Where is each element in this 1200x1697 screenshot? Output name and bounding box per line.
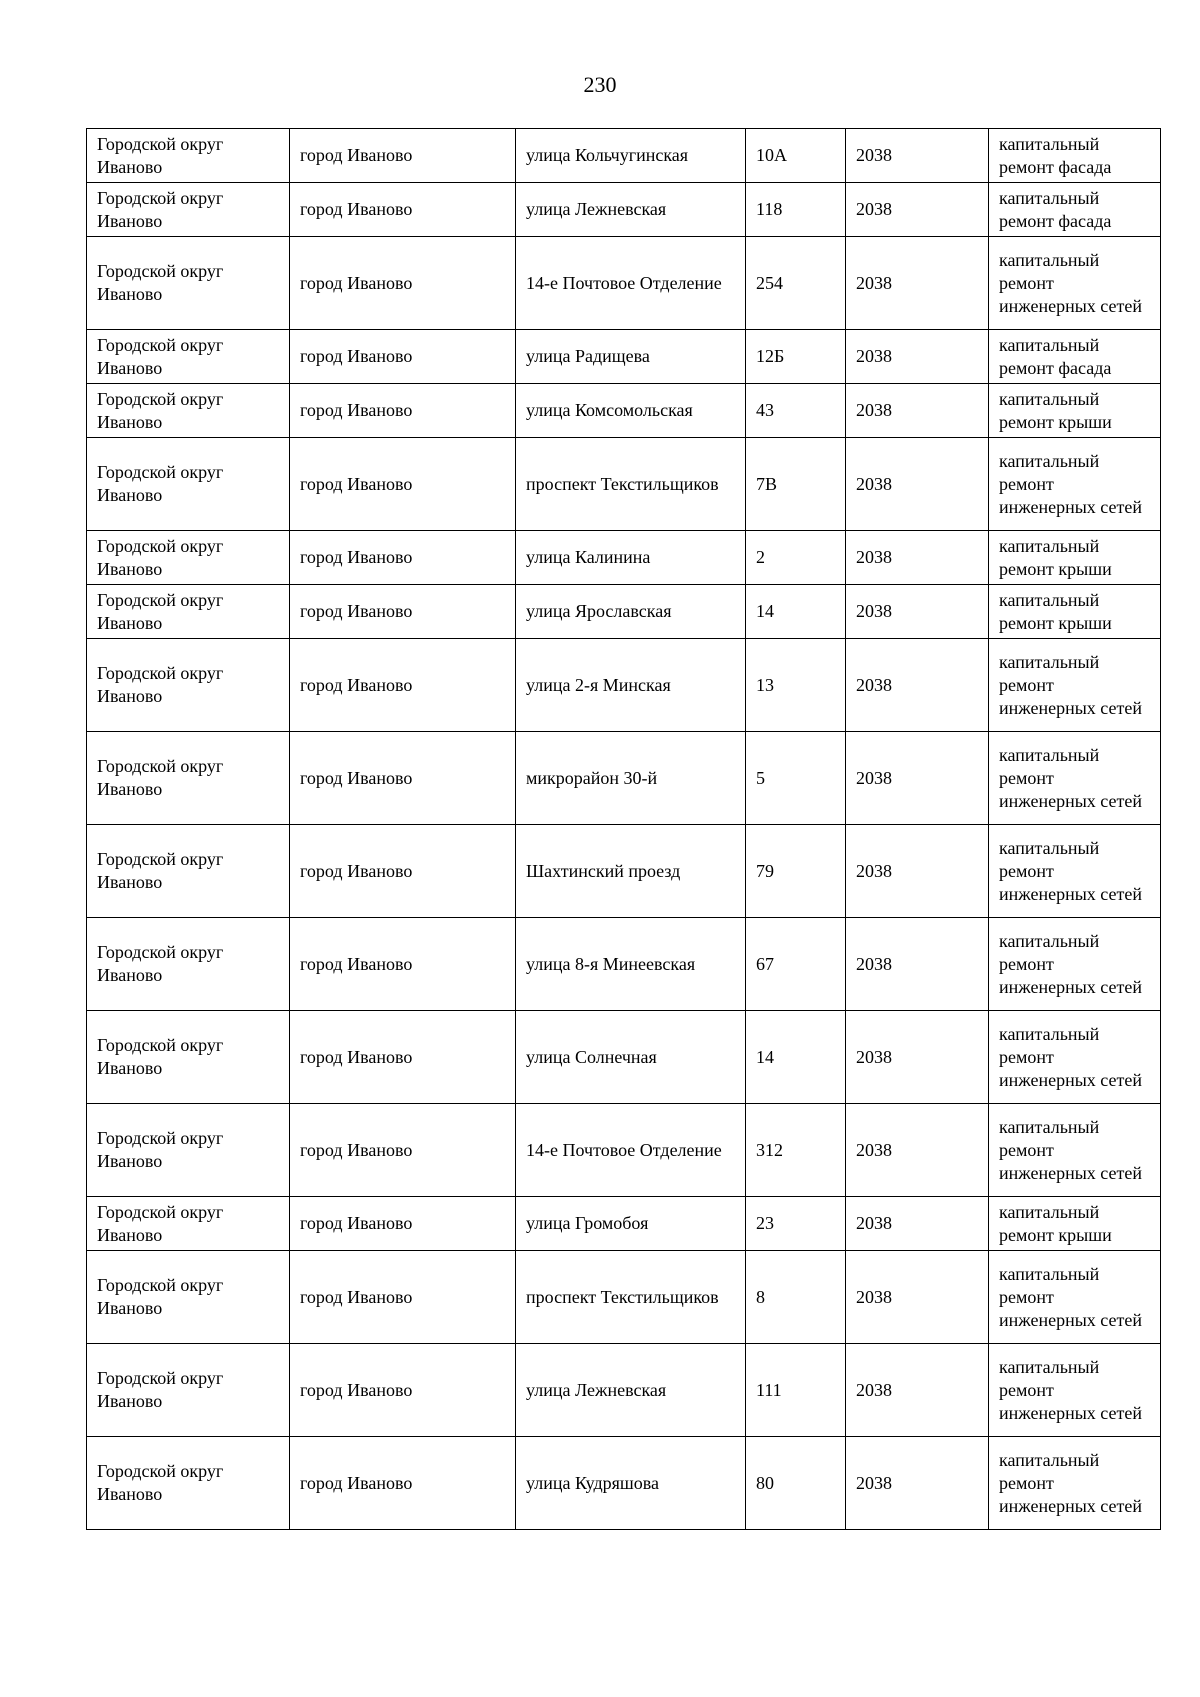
work-type-cell: капитальный ремонт крыши	[989, 585, 1161, 639]
district-cell: Городской округ Иваново	[87, 330, 290, 384]
district-cell: Городской округ Иваново	[87, 1197, 290, 1251]
work-type-cell: капитальный ремонт инженерных сетей	[989, 918, 1161, 1011]
district-cell: Городской округ Иваново	[87, 384, 290, 438]
street-cell: улица Громобоя	[516, 1197, 746, 1251]
street-cell: улица Лежневская	[516, 183, 746, 237]
district-cell: Городской округ Иваново	[87, 438, 290, 531]
city-cell: город Иваново	[290, 1197, 516, 1251]
table-row	[87, 1251, 1161, 1344]
table-row	[87, 1011, 1161, 1104]
city-cell: город Иваново	[290, 639, 516, 732]
work-type-cell: капитальный ремонт инженерных сетей	[989, 237, 1161, 330]
street-cell: улица Кудряшова	[516, 1437, 746, 1530]
year-cell: 2038	[846, 732, 989, 825]
page-number: 230	[583, 72, 617, 97]
street-cell: 14-е Почтовое Отделение	[516, 237, 746, 330]
work-type-cell: капитальный ремонт инженерных сетей	[989, 1104, 1161, 1197]
street-cell: улица Комсомольская	[516, 384, 746, 438]
district-cell: Городской округ Иваново	[87, 1437, 290, 1530]
city-cell: город Иваново	[290, 585, 516, 639]
street-cell: проспект Текстильщиков	[516, 1251, 746, 1344]
work-type-cell: капитальный ремонт фасада	[989, 330, 1161, 384]
year-cell: 2038	[846, 183, 989, 237]
city-cell: город Иваново	[290, 1104, 516, 1197]
house-number-cell: 14	[746, 585, 846, 639]
house-number-cell: 111	[746, 1344, 846, 1437]
table-row	[87, 384, 1161, 438]
city-cell: город Иваново	[290, 825, 516, 918]
city-cell: город Иваново	[290, 1437, 516, 1530]
work-type-cell: капитальный ремонт инженерных сетей	[989, 1437, 1161, 1530]
district-cell: Городской округ Иваново	[87, 918, 290, 1011]
year-cell: 2038	[846, 384, 989, 438]
table-row	[87, 1437, 1161, 1530]
district-cell: Городской округ Иваново	[87, 237, 290, 330]
house-number-cell: 5	[746, 732, 846, 825]
district-cell: Городской округ Иваново	[87, 1251, 290, 1344]
table-row	[87, 585, 1161, 639]
year-cell: 2038	[846, 1344, 989, 1437]
year-cell: 2038	[846, 330, 989, 384]
street-cell: Шахтинский проезд	[516, 825, 746, 918]
table-row	[87, 237, 1161, 330]
year-cell: 2038	[846, 1011, 989, 1104]
year-cell: 2038	[846, 129, 989, 183]
city-cell: город Иваново	[290, 918, 516, 1011]
house-number-cell: 10А	[746, 129, 846, 183]
city-cell: город Иваново	[290, 1251, 516, 1344]
year-cell: 2038	[846, 531, 989, 585]
house-number-cell: 118	[746, 183, 846, 237]
city-cell: город Иваново	[290, 1344, 516, 1437]
city-cell: город Иваново	[290, 237, 516, 330]
street-cell: улица Калинина	[516, 531, 746, 585]
house-number-cell: 14	[746, 1011, 846, 1104]
city-cell: город Иваново	[290, 129, 516, 183]
city-cell: город Иваново	[290, 1011, 516, 1104]
table-row	[87, 330, 1161, 384]
year-cell: 2038	[846, 1437, 989, 1530]
house-number-cell: 2	[746, 531, 846, 585]
district-cell: Городской округ Иваново	[87, 1104, 290, 1197]
table-row	[87, 1344, 1161, 1437]
district-cell: Городской округ Иваново	[87, 129, 290, 183]
table-row	[87, 129, 1161, 183]
house-number-cell: 12Б	[746, 330, 846, 384]
house-number-cell: 43	[746, 384, 846, 438]
year-cell: 2038	[846, 825, 989, 918]
city-cell: город Иваново	[290, 384, 516, 438]
street-cell: микрорайон 30-й	[516, 732, 746, 825]
city-cell: город Иваново	[290, 438, 516, 531]
table-row	[87, 825, 1161, 918]
house-number-cell: 79	[746, 825, 846, 918]
table-row	[87, 1197, 1161, 1251]
street-cell: проспект Текстильщиков	[516, 438, 746, 531]
table-body	[87, 129, 1161, 1530]
year-cell: 2038	[846, 1197, 989, 1251]
district-cell: Городской округ Иваново	[87, 639, 290, 732]
work-type-cell: капитальный ремонт инженерных сетей	[989, 825, 1161, 918]
street-cell: улица Лежневская	[516, 1344, 746, 1437]
city-cell: город Иваново	[290, 732, 516, 825]
house-number-cell: 312	[746, 1104, 846, 1197]
house-number-cell: 8	[746, 1251, 846, 1344]
street-cell: 14-е Почтовое Отделение	[516, 1104, 746, 1197]
city-cell: город Иваново	[290, 531, 516, 585]
street-cell: улица Кольчугинская	[516, 129, 746, 183]
work-type-cell: капитальный ремонт инженерных сетей	[989, 438, 1161, 531]
year-cell: 2038	[846, 639, 989, 732]
district-cell: Городской округ Иваново	[87, 825, 290, 918]
district-cell: Городской округ Иваново	[87, 531, 290, 585]
house-number-cell: 254	[746, 237, 846, 330]
street-cell: улица Радищева	[516, 330, 746, 384]
city-cell: город Иваново	[290, 183, 516, 237]
work-type-cell: капитальный ремонт крыши	[989, 531, 1161, 585]
house-number-cell: 7В	[746, 438, 846, 531]
district-cell: Городской округ Иваново	[87, 732, 290, 825]
city-cell: город Иваново	[290, 330, 516, 384]
table-row	[87, 732, 1161, 825]
work-type-cell: капитальный ремонт инженерных сетей	[989, 1344, 1161, 1437]
district-cell: Городской округ Иваново	[87, 585, 290, 639]
work-type-cell: капитальный ремонт инженерных сетей	[989, 1011, 1161, 1104]
year-cell: 2038	[846, 438, 989, 531]
house-number-cell: 23	[746, 1197, 846, 1251]
table-row	[87, 918, 1161, 1011]
table-row	[87, 438, 1161, 531]
year-cell: 2038	[846, 585, 989, 639]
work-type-cell: капитальный ремонт инженерных сетей	[989, 639, 1161, 732]
street-cell: улица 2-я Минская	[516, 639, 746, 732]
year-cell: 2038	[846, 918, 989, 1011]
house-number-cell: 80	[746, 1437, 846, 1530]
year-cell: 2038	[846, 1104, 989, 1197]
district-cell: Городской округ Иваново	[87, 183, 290, 237]
street-cell: улица 8-я Минеевская	[516, 918, 746, 1011]
house-number-cell: 67	[746, 918, 846, 1011]
work-type-cell: капитальный ремонт крыши	[989, 1197, 1161, 1251]
house-number-cell: 13	[746, 639, 846, 732]
street-cell: улица Ярославская	[516, 585, 746, 639]
table-row	[87, 1104, 1161, 1197]
year-cell: 2038	[846, 237, 989, 330]
table-row	[87, 639, 1161, 732]
work-type-cell: капитальный ремонт фасада	[989, 129, 1161, 183]
work-type-cell: капитальный ремонт крыши	[989, 384, 1161, 438]
street-cell: улица Солнечная	[516, 1011, 746, 1104]
year-cell: 2038	[846, 1251, 989, 1344]
work-type-cell: капитальный ремонт фасада	[989, 183, 1161, 237]
district-cell: Городской округ Иваново	[87, 1344, 290, 1437]
work-type-cell: капитальный ремонт инженерных сетей	[989, 1251, 1161, 1344]
repair-schedule-table	[86, 128, 1161, 1530]
district-cell: Городской округ Иваново	[87, 1011, 290, 1104]
work-type-cell: капитальный ремонт инженерных сетей	[989, 732, 1161, 825]
table-row	[87, 183, 1161, 237]
table-row	[87, 531, 1161, 585]
